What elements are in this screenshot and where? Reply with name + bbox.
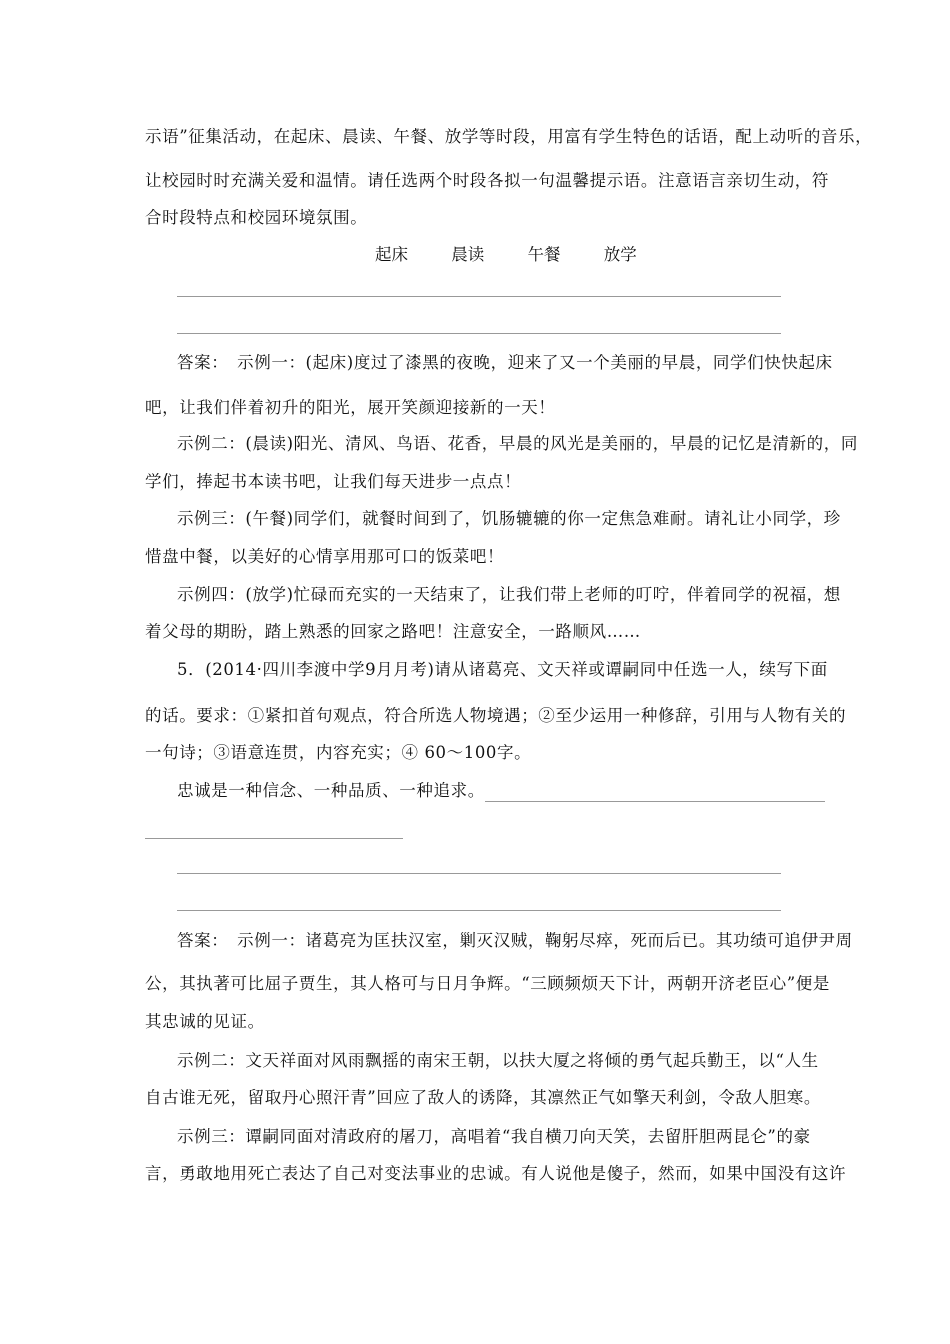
q5-text-line-3: 一句诗；③语意连贯，内容充实；④ 60～100字。	[145, 743, 532, 762]
q5-prompt: 忠诚是一种信念、一种品质、一种追求。	[177, 781, 485, 800]
answer-blank-line	[177, 296, 781, 297]
answer-blank-line	[145, 838, 403, 839]
q5-prompt-row	[177, 780, 805, 802]
time-dismissal: 放学	[603, 245, 637, 264]
answer-blank-line	[485, 781, 825, 802]
time-periods	[375, 244, 675, 266]
answer5-line-6: 示例三：谭嗣同面对清政府的屠刀，高唱着“我自横刀向天笑，去留肝胆两昆仑”的豪	[177, 1127, 811, 1146]
q5-text-line-2: 的话。要求：①紧扣首句观点，符合所选人物境遇；②至少运用一种修辞，引用与人物有关的	[145, 706, 847, 725]
answer4-line-1: 答案： 示例一：(起床)度过了漆黑的夜晚，迎来了又一个美丽的早晨，同学们快快起床	[177, 353, 833, 372]
answer5-line-2: 公，其执著可比屈子贾生，其人格可与日月争辉。“三顾频烦天下计，两朝开济老臣心”便是	[145, 974, 830, 993]
time-morning-read: 晨读	[451, 245, 485, 264]
time-wake: 起床	[375, 245, 408, 264]
answer5-line-4: 示例二：文天祥面对风雨飘摇的南宋王朝，以扶大厦之将倾的勇气起兵勤王，以“人生	[177, 1051, 819, 1070]
answer4-line-5: 示例三：(午餐)同学们，就餐时间到了，饥肠辘辘的你一定焦急难耐。请礼让小同学，珍	[177, 509, 841, 528]
q4-text-line-2: 让校园时时充满关爱和温情。请任选两个时段各拟一句温馨提示语。注意语言亲切生动，符	[145, 171, 829, 190]
answer5-line-1: 答案： 示例一：诸葛亮为匡扶汉室，剿灭汉贼，鞠躬尽瘁，死而后已。其功绩可追伊尹周	[177, 931, 853, 950]
answer5-line-7: 言，勇敢地用死亡表达了自己对变法事业的忠诚。有人说他是傻子，然而，如果中国没有这许	[145, 1164, 847, 1183]
answer-blank-line	[177, 873, 781, 874]
answer4-line-7: 示例四：(放学)忙碌而充实的一天结束了，让我们带上老师的叮咛，伴着同学的祝福，想	[177, 585, 841, 604]
q4-text-line-1: 示语”征集活动，在起床、晨读、午餐、放学等时段，用富有学生特色的话语，配上动听的音乐，	[145, 127, 873, 146]
answer-blank-line	[177, 910, 781, 911]
time-lunch: 午餐	[527, 245, 561, 264]
answer4-line-3: 示例二：(晨读)阳光、清风、鸟语、花香，早晨的风光是美丽的，早晨的记忆是清新的，同	[177, 434, 858, 453]
q4-text-line-3: 合时段特点和校园环境氛围。	[145, 208, 368, 227]
answer5-line-3: 其忠诚的见证。	[145, 1012, 265, 1031]
answer4-line-2: 吧，让我们伴着初升的阳光，展开笑颜迎接新的一天！	[145, 398, 556, 417]
answer4-line-6: 惜盘中餐，以美好的心情享用那可口的饭菜吧！	[145, 547, 505, 566]
q5-text-line-1: 5．(2014·四川李渡中学9月月考)请从诸葛亮、文天祥或谭嗣同中任选一人，续写下面	[177, 660, 828, 679]
answer-blank-line	[177, 333, 781, 334]
answer4-line-4: 学们，捧起书本读书吧，让我们每天进步一点点！	[145, 472, 522, 491]
answer4-line-8: 着父母的期盼，踏上熟悉的回家之路吧！注意安全，一路顺风……	[145, 622, 641, 641]
answer5-line-5: 自古谁无死，留取丹心照汗青”回应了敌人的诱降，其凛然正气如擎天利剑，令敌人胆寒。	[145, 1088, 821, 1107]
